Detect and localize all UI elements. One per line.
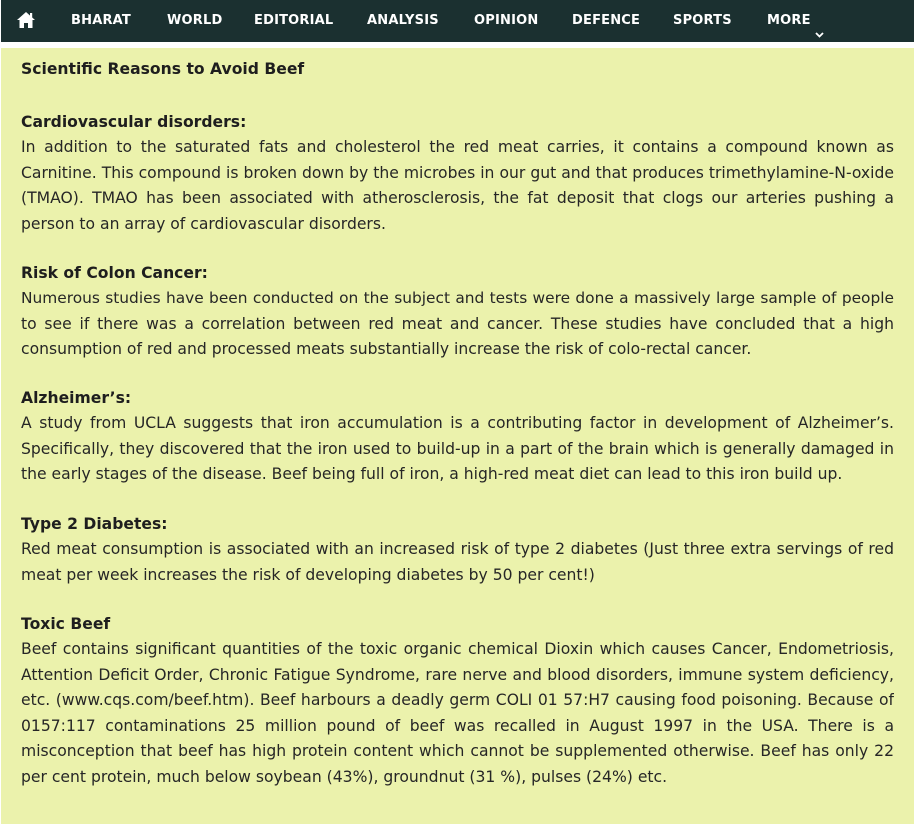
nav-item-opinion[interactable]: OPINION	[474, 13, 539, 28]
body-line: the early stages of the disease. Beef being full of iron, a high-red meat diet can lead to this iron build up.	[21, 465, 843, 483]
body-line: Red meat consumption is associated with an increased risk of type 2 diabetes (Just three extra servings of red	[21, 540, 894, 558]
nav-item-defence[interactable]: DEFENCE	[572, 13, 641, 28]
nav-item-analysis[interactable]: ANALYSIS	[367, 13, 439, 28]
section-heading: Cardiovascular disorders:	[21, 113, 247, 131]
nav-item-more-label: MORE	[767, 13, 811, 28]
body-line: (TMAO). TMAO has been associated with atherosclerosis, the fat deposit that clogs our arteries pushing a	[21, 189, 894, 207]
section-colon-cancer	[21, 260, 894, 363]
body-line: 0157:117 contaminations 25 million pound of beef was recalled in August 1997 in the USA. There is a	[21, 716, 894, 735]
chevron-down-icon	[815, 15, 824, 23]
home-icon[interactable]	[16, 11, 36, 29]
section-heading: Toxic Beef	[21, 615, 111, 633]
section-body	[21, 537, 894, 588]
body-line: Attention Deficit Order, Chronic Fatigue Syndrome, rare nerve and blood disorders, immune system deficiency,	[21, 665, 894, 684]
body-line: meat per week increases the risk of developing diabetes by 50 per cent!)	[21, 565, 595, 584]
body-line: Specifically, they discovered that the iron used to build-up in a part of the brain which is generally damaged in	[21, 439, 894, 458]
section-heading: Risk of Colon Cancer:	[21, 264, 208, 282]
section-body	[21, 286, 894, 363]
nav-item-bharat[interactable]: BHARAT	[71, 13, 131, 28]
body-line: person to an array of cardiovascular disorders.	[21, 214, 386, 233]
section-cardiovascular	[21, 109, 894, 237]
nav-item-sports[interactable]: SPORTS	[673, 13, 732, 28]
section-heading: Alzheimer’s:	[21, 389, 132, 407]
article-content	[1, 48, 914, 824]
section-body	[21, 411, 894, 488]
section-alzheimers	[21, 385, 894, 488]
section-body	[21, 135, 894, 237]
body-line: etc. (www.cqs.com/beef.htm). Beef harbours a deadly germ COLI 01 57:H7 causing food poisoning. Because of	[21, 691, 894, 709]
section-type2-diabetes	[21, 511, 894, 588]
body-line: In addition to the saturated fats and cholesterol the red meat carries, it contains a compound known as	[21, 138, 894, 156]
section-body	[21, 637, 894, 790]
top-navigation-bar	[1, 0, 914, 42]
section-heading: Type 2 Diabetes:	[21, 515, 168, 533]
body-line: Carnitine. This compound is broken down by the microbes in our gut and that produces trimethylamine-N-oxide	[21, 163, 894, 182]
body-line: misconception that beef has high protein content which cannot be supplemented otherwise. Beef has only 22	[21, 742, 894, 760]
body-line: consumption of red and processed meats substantially increase the risk of colo-rectal cancer.	[21, 340, 752, 358]
body-line: Numerous studies have been conducted on the subject and tests were done a massively large sample of people	[21, 289, 894, 307]
article-title: Scientific Reasons to Avoid Beef	[21, 60, 305, 78]
nav-item-world[interactable]: WORLD	[167, 13, 223, 28]
body-line: per cent protein, much below soybean (43%), groundnut (31 %), pulses (24%) etc.	[21, 767, 668, 786]
body-line: Beef contains significant quantities of the toxic organic chemical Dioxin which causes Cancer, Endometriosis,	[21, 640, 894, 658]
nav-item-more[interactable]	[767, 0, 824, 42]
body-line: to see if there was a correlation between red meat and cancer. These studies have concluded that a high	[21, 314, 894, 333]
section-toxic-beef	[21, 611, 894, 790]
nav-item-editorial[interactable]: EDITORIAL	[254, 13, 334, 28]
body-line: A study from UCLA suggests that iron accumulation is a contributing factor in development of Alzheimer’s.	[21, 414, 894, 432]
